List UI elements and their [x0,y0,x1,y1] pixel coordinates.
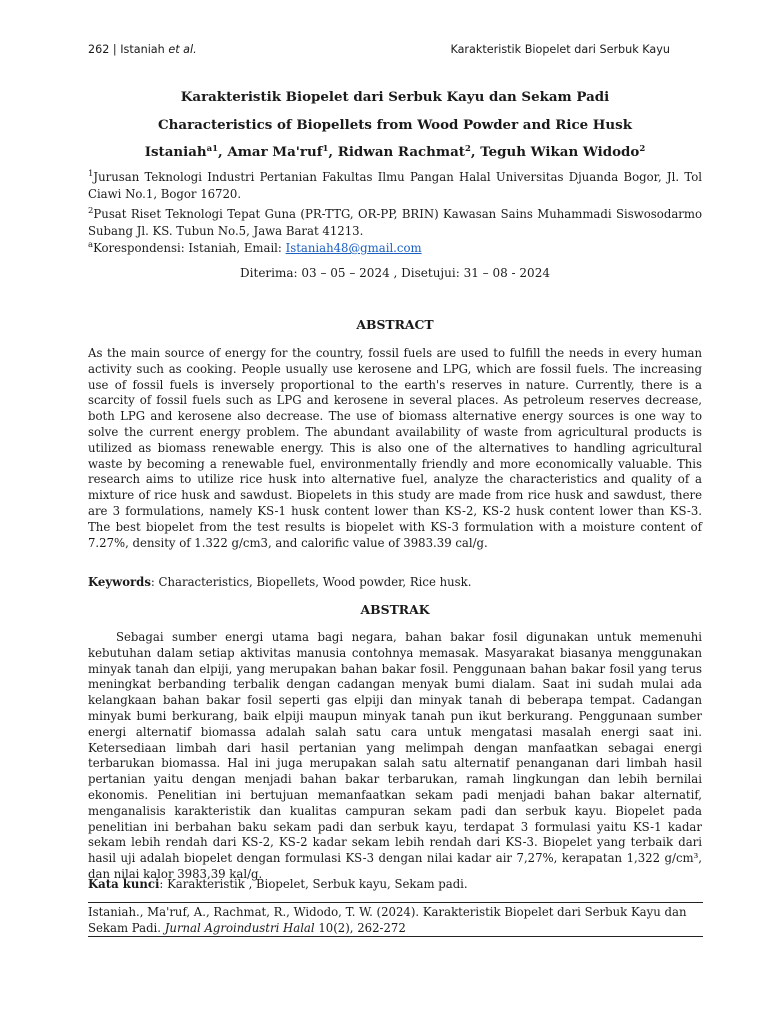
author: Amar Ma'ruf$^1$, [227,144,338,160]
email-link[interactable]: Istaniah48@gmail.com [285,241,422,255]
author-list [88,144,702,160]
affiliation-1: $^1$Jurusan Teknologi Industri Pertanian Fakultas Ilmu Pangan Halal Universitas Djuanda Bogor, Jl. Tol Ciawi No.1, Bogor 16720. [88,169,702,201]
running-header-right: Karakteristik Biopelet dari Serbuk Kayu [450,43,670,56]
kata-kunci: Kata kunci: Karakteristik , Biopelet, Serbuk kayu, Sekam padi. [88,877,468,891]
abstract-text: As the main source of energy for the country, fossil fuels are used to fulfill the needs in every human activity such as cooking. People usually use kerosene and LPG, which are fossil fuels. The increasing use of fossil fuels is inversely proportional to the earth's reserves in nature. Currently, there is a scarcity of fossil fuels such as LPG and kerosene in several places. As petroleum reserves decrease, both LPG and kerosene also decrease. The use of biomass alternative energy sources is one way to solve the current energy problem. The abundant availability of waste from agricultural products is utilized as biomass renewable energy. This is also one of the alternatives to handling agricultural waste by becoming a renewable fuel, environmentally friendly and more economically valuable. This research aims to utilize rice husk into alternative fuel, analyze the characteristics and quality of a mixture of rice husk and sawdust. Biopelets in this study are made from rice husk and sawdust, there are 3 formulations, namely KS-1 husk content lower than KS-2, KS-2 husk content lower than KS-3. The best biopelet from the test results is biopelet with KS-3 formulation with a moisture content of 7.27%, density of 1.322 g/cm3, and calorific value of 3983.39 cal/g. [88,346,702,550]
abstrak-heading: ABSTRAK [360,602,430,617]
citation-bottom-rule [88,936,703,937]
keywords: Keywords: Characteristics, Biopellets, Wood powder, Rice husk. [88,575,472,589]
correspondence: $^a$Korespondensi: Istaniah, Email: Istaniah48@gmail.com [88,240,422,255]
author: Ridwan Rachmat$^2$, [337,144,481,160]
affiliation-2: $^2$Pusat Riset Teknologi Tepat Guna (PR-TTG, OR-PP, BRIN) Kawasan Sains Muhammadi Siswosodarmo Subang Jl. KS. Tubun No.5, Jawa Barat 41213. [88,206,702,238]
author: Istaniah$^{a1}$, [144,144,228,160]
abstract-heading: ABSTRACT [356,317,434,332]
running-header [88,43,670,56]
received-accepted-dates: Diterima: 03 – 05 – 2024 , Disetujui: 31 – 08 - 2024 [240,266,550,280]
citation-top-rule [88,902,703,903]
running-header-left: 262 | Istaniah et al. [88,43,197,56]
author: Teguh Wikan Widodo$^2$ [480,144,646,160]
title-indonesian: Karakteristik Biopelet dari Serbuk Kayu dan Sekam Padi [180,89,610,105]
abstrak-text: Sebagai sumber energi utama bagi negara, bahan bakar fosil digunakan untuk memenuhi kebutuhan dalam setiap aktivitas manusia contohnya memasak. Masyarakat biasanya menggunakan minyak tanah dan elpiji, yang merupakan bahan bakar fosil. Penggunaan bahan bakar fosil yang terus meningkat berbanding terbalik dengan cadangan menyak bumi dialam. Saat ini sudah mulai ada kelangkaan bahan bakar fosil seperti gas elpiji dan minyak tanah di beberapa tempat. Cadangan minyak bumi berkurang, baik elpiji maupun minyak tanah pun ikut berkurang. Penggunaan sumber energi alternatif biomassa adalah salah satu cara untuk mengatasi masalah energi saat ini. Ketersediaan limbah dari hasil pertanian yang melimpah dengan manfaatkan sebagai energi terbarukan biomassa. Hal ini juga merupakan salah satu alternatif penanganan dari limbah hasil pertanian yaitu dengan menjadi bahan bakar terbarukan, ramah lingkungan dan lebih bernilai ekonomis. Penelitian ini bertujuan memanfaatkan sekam padi menjadi bahan bakar alternatif, menganalisis karakteristik dan kualitas campuran sekam padi dan serbuk kayu. Biopelet pada penelitian ini berbahan baku sekam padi dan serbuk kayu, terdapat 3 formulasi yaitu KS-1 kadar sekam lebih rendah dari KS-2, KS-2 kadar sekam lebih rendah dari KS-3. Biopelet yang terbaik dari hasil uji adalah biopelet dengan formulasi KS-3 dengan nilai kadar air 7,27%, kerapatan 1,322 g/cm³, dan nilai kalor 3983,39 kal/g. [88,630,702,881]
title-english: Characteristics of Biopellets from Wood Powder and Rice Husk [158,117,632,133]
citation: Istaniah., Ma'ruf, A., Rachmat, R., Widodo, T. W. (2024). Karakteristik Biopelet dari Serbuk Kayu dan Sekam Padi. Jurnal Agroindustri Halal 10(2), 262-272 [88,905,687,935]
